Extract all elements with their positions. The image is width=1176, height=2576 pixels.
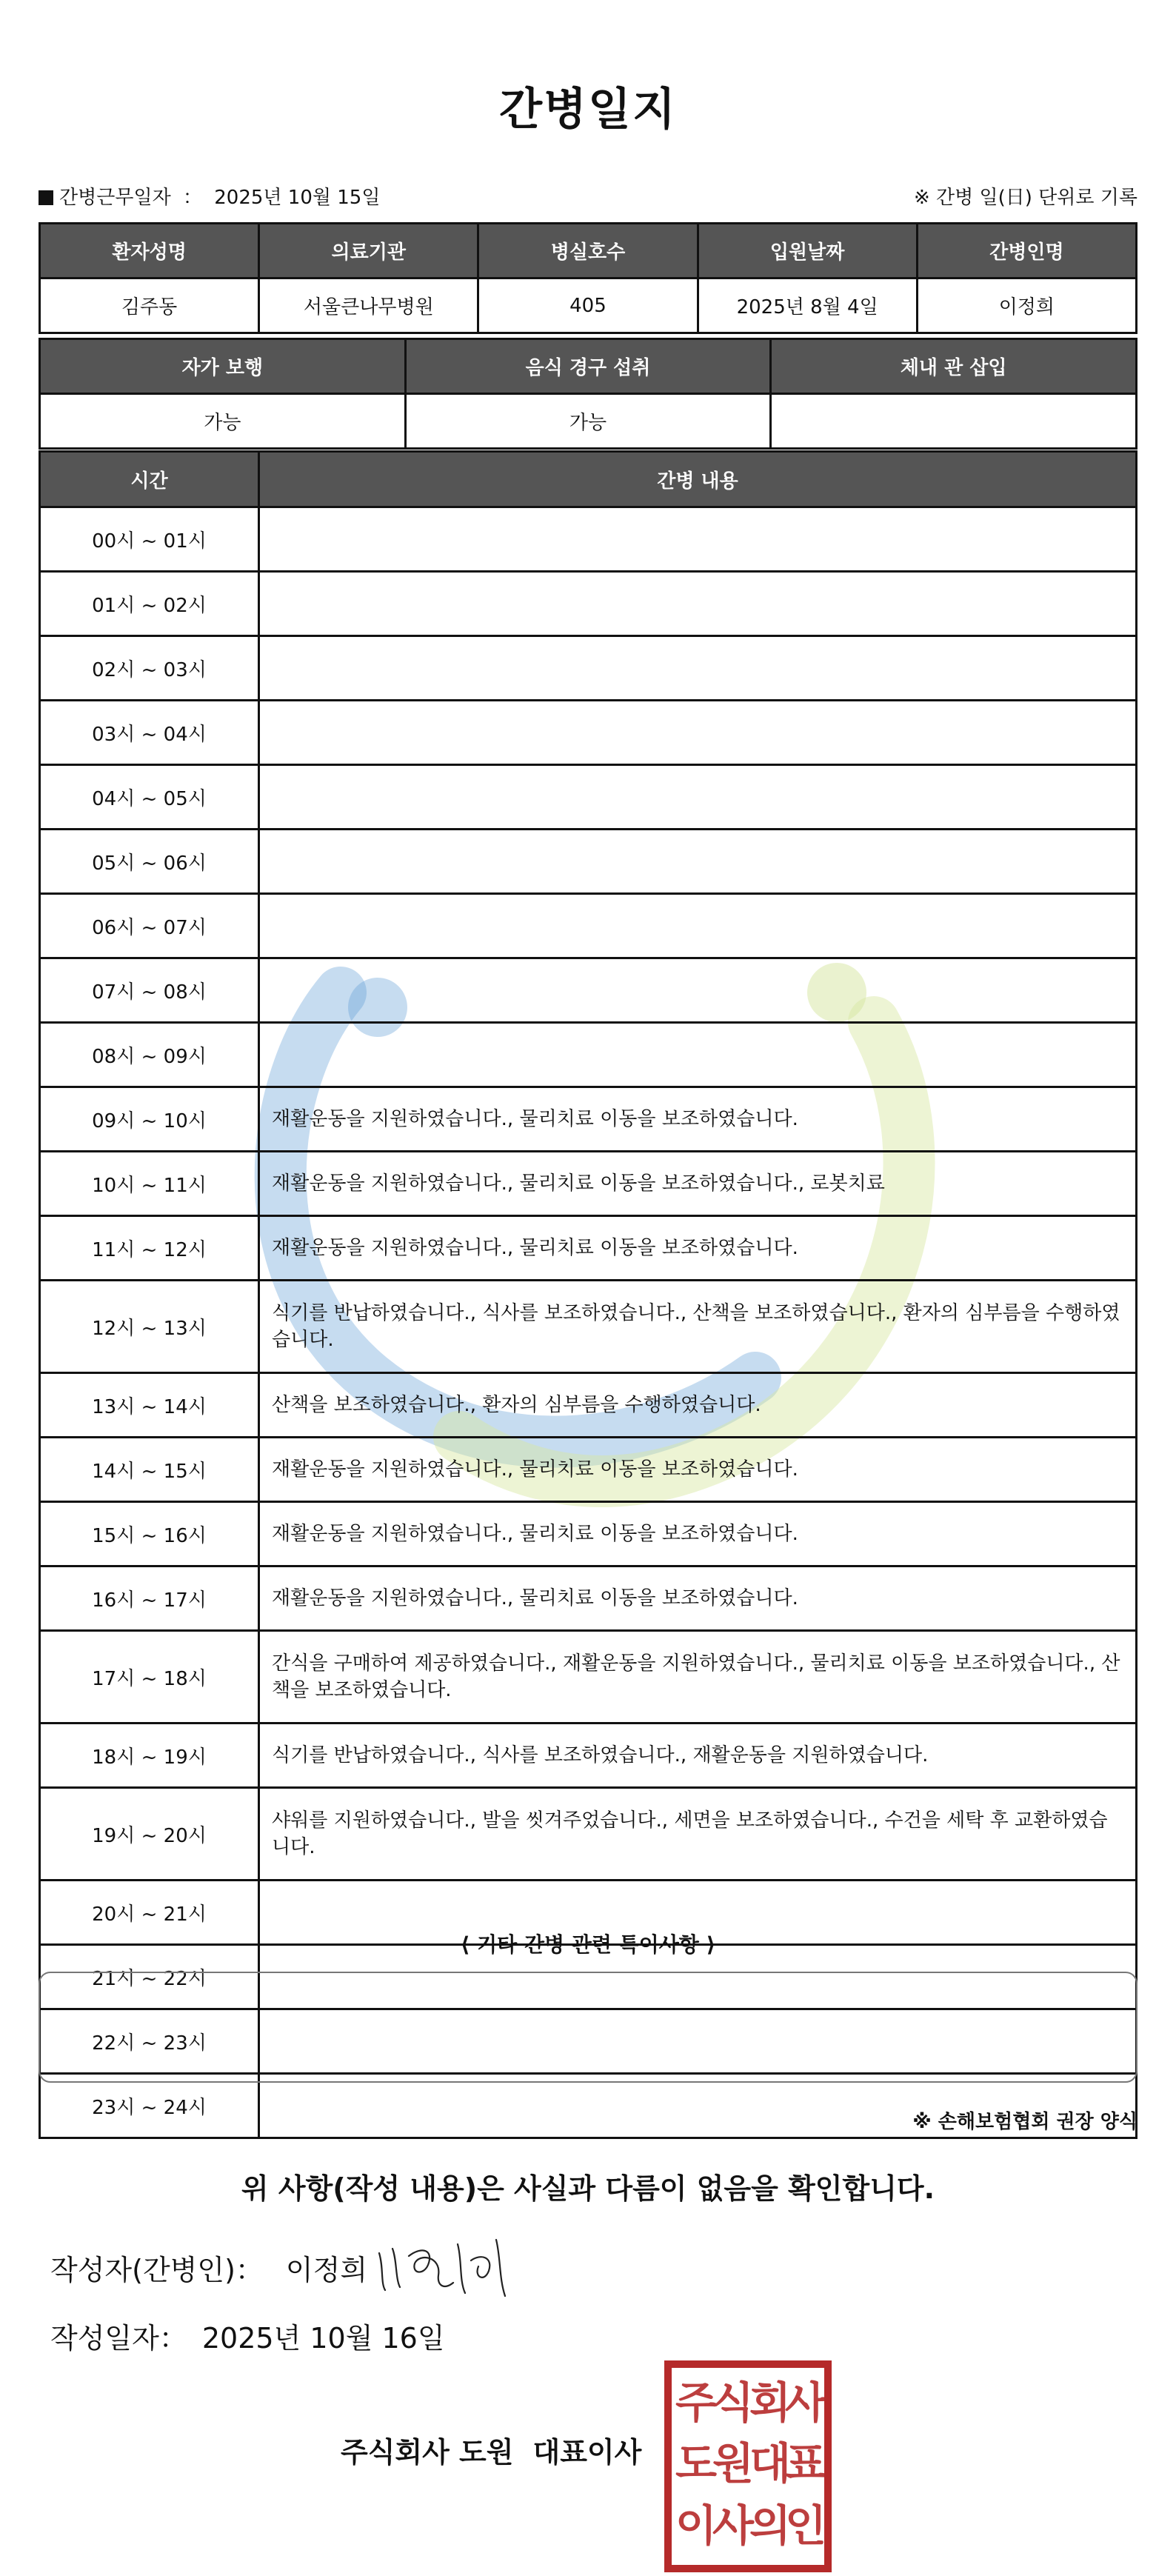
table-row [40,636,1137,701]
self-walking-value: 가능 [40,394,406,449]
table-row [40,1788,1137,1881]
work-date-value: 2025년 10월 15일 [214,187,381,209]
company-name: 주식회사 도원 [341,2436,514,2469]
admission-date: 2025년 8월 4일 [698,278,917,333]
caregiver-name: 이정희 [917,278,1136,333]
care-content-cell: 샤워를 지원하였습니다., 발을 씻겨주었습니다., 세면을 보조하였습니다., 수건을 세탁 후 교환하였습니다. [259,1788,1137,1881]
header-caregiver-name: 간병인명 [917,224,1136,278]
insurance-note: ※ 손해보험협회 권장 양식 [912,2111,1137,2133]
header-room-number: 병실호수 [478,224,698,278]
time-cell: 05시 ~ 06시 [40,830,259,894]
table-row [40,830,1137,894]
time-cell: 21시 ~ 22시 [40,1945,259,2009]
time-cell: 16시 ~ 17시 [40,1566,259,1631]
header-patient-name: 환자성명 [40,224,259,278]
time-cell: 13시 ~ 14시 [40,1373,259,1438]
unit-note: ※ 간병 일(日) 단위로 기록 [913,187,1137,209]
table-row [40,1502,1137,1566]
time-cell: 14시 ~ 15시 [40,1438,259,1502]
header-care-content: 간병 내용 [259,452,1137,507]
care-content-cell: 재활운동을 지원하였습니다., 물리치료 이동을 보조하였습니다. [259,1087,1137,1152]
svg-text:회: 회 [749,2378,792,2428]
care-content-cell [259,507,1137,572]
svg-text:식: 식 [712,2378,755,2428]
table-row [40,572,1137,636]
writer-name: 이정희 [285,2254,368,2286]
table-row [40,1724,1137,1788]
care-content-cell: 간식을 구매하여 제공하였습니다., 재활운동을 지원하였습니다., 물리치료 이동을 보조하였습니다., 산책을 보조하였습니다. [259,1631,1137,1724]
table-row [40,1216,1137,1281]
svg-text:표: 표 [784,2438,827,2489]
care-content-cell [259,1023,1137,1087]
company-seal-stamp [664,2360,832,2573]
svg-text:인: 인 [784,2500,827,2551]
special-notes-box [39,1972,1137,2083]
care-content-cell [259,636,1137,701]
writer-label: 작성자(간병인)： [50,2254,264,2286]
time-cell: 08시 ~ 09시 [40,1023,259,1087]
time-cell: 18시 ~ 19시 [40,1724,259,1788]
care-log-table [39,450,1137,2139]
table-row [40,894,1137,958]
oral-intake-value: 가능 [405,394,771,449]
care-content-cell: 재활운동을 지원하였습니다., 물리치료 이동을 보조하였습니다. [259,1438,1137,1502]
header-oral-intake: 음식 경구 섭취 [405,339,771,394]
table-row [40,1281,1137,1373]
care-content-cell: 재활운동을 지원하였습니다., 물리치료 이동을 보조하였습니다., 로봇치료 [259,1152,1137,1216]
header-tube-insertion: 체내 관 삽입 [771,339,1137,394]
table-row [40,701,1137,765]
time-cell: 20시 ~ 21시 [40,1881,259,1945]
svg-text:주: 주 [675,2378,718,2428]
table-row [40,1566,1137,1631]
svg-text:도: 도 [675,2438,718,2489]
table-row [40,1373,1137,1438]
svg-text:의: 의 [749,2500,792,2551]
table-row [40,507,1137,572]
table-row [40,1438,1137,1502]
room-number: 405 [478,278,698,333]
time-cell: 00시 ~ 01시 [40,507,259,572]
square-bullet-icon [39,190,53,205]
time-cell: 06시 ~ 07시 [40,894,259,958]
header-admission-date: 입원날짜 [698,224,917,278]
table-row [40,958,1137,1023]
care-content-cell: 산책을 보조하였습니다., 환자의 심부름을 수행하였습니다. [259,1373,1137,1438]
patient-name: 김주동 [40,278,259,333]
header-self-walking: 자가 보행 [40,339,406,394]
work-date-separator: ： [182,187,202,209]
date-label: 작성일자： [50,2322,187,2355]
care-content-cell [259,894,1137,958]
work-date-label: 간병근무일자 [59,187,171,209]
hospital-name: 서울큰나무병원 [259,278,478,333]
header-hospital: 의료기관 [259,224,478,278]
time-cell: 02시 ~ 03시 [40,636,259,701]
document-title: 간병일지 [499,84,677,136]
handwritten-signature [370,2231,511,2305]
work-date-line [39,182,380,210]
time-cell: 22시 ~ 23시 [40,2009,259,2074]
care-content-cell [259,701,1137,765]
svg-text:사: 사 [712,2500,755,2551]
care-content-cell [259,765,1137,830]
care-content-cell: 식기를 반납하였습니다., 식사를 보조하였습니다., 재활운동을 지원하였습니다. [259,1724,1137,1788]
svg-text:이: 이 [675,2500,718,2551]
special-notes-title: ⟨ 기타 간병 관련 특이사항 ⟩ [460,1932,716,1957]
care-content-cell: 재활운동을 지원하였습니다., 물리치료 이동을 보조하였습니다. [259,1216,1137,1281]
table-row [40,1087,1137,1152]
time-cell: 11시 ~ 12시 [40,1216,259,1281]
care-content-cell: 식기를 반납하였습니다., 식사를 보조하였습니다., 산책을 보조하였습니다., 환자의 심부름을 수행하였습니다. [259,1281,1137,1373]
time-cell: 12시 ~ 13시 [40,1281,259,1373]
header-time: 시간 [40,452,259,507]
patient-status-table [39,338,1137,450]
time-cell: 10시 ~ 11시 [40,1152,259,1216]
time-cell: 15시 ~ 16시 [40,1502,259,1566]
time-cell: 07시 ~ 08시 [40,958,259,1023]
time-cell: 17시 ~ 18시 [40,1631,259,1724]
time-cell: 01시 ~ 02시 [40,572,259,636]
patient-info-table [39,222,1137,334]
time-cell: 03시 ~ 04시 [40,701,259,765]
care-content-cell [259,958,1137,1023]
svg-text:원: 원 [712,2438,755,2489]
care-content-cell [259,830,1137,894]
svg-text:사: 사 [784,2378,827,2428]
company-line [341,2429,641,2470]
care-content-cell: 재활운동을 지원하였습니다., 물리치료 이동을 보조하였습니다. [259,1502,1137,1566]
date-value: 2025년 10월 16일 [201,2322,445,2355]
table-row [40,1023,1137,1087]
table-row [40,1631,1137,1724]
date-line [50,2315,445,2356]
time-cell: 09시 ~ 10시 [40,1087,259,1152]
writer-line [50,2247,367,2288]
representative-title: 대표이사 [532,2436,642,2469]
time-cell: 19시 ~ 20시 [40,1788,259,1881]
time-cell: 04시 ~ 05시 [40,765,259,830]
care-content-cell: 재활운동을 지원하였습니다., 물리치료 이동을 보조하였습니다. [259,1566,1137,1631]
table-row [40,1152,1137,1216]
table-row [40,765,1137,830]
svg-text:대: 대 [749,2438,792,2489]
care-content-cell [259,572,1137,636]
time-cell: 23시 ~ 24시 [40,2074,259,2138]
confirmation-text: 위 사항(작성 내용)은 사실과 다름이 없음을 확인합니다. [241,2172,935,2205]
tube-insertion-value [771,394,1137,449]
